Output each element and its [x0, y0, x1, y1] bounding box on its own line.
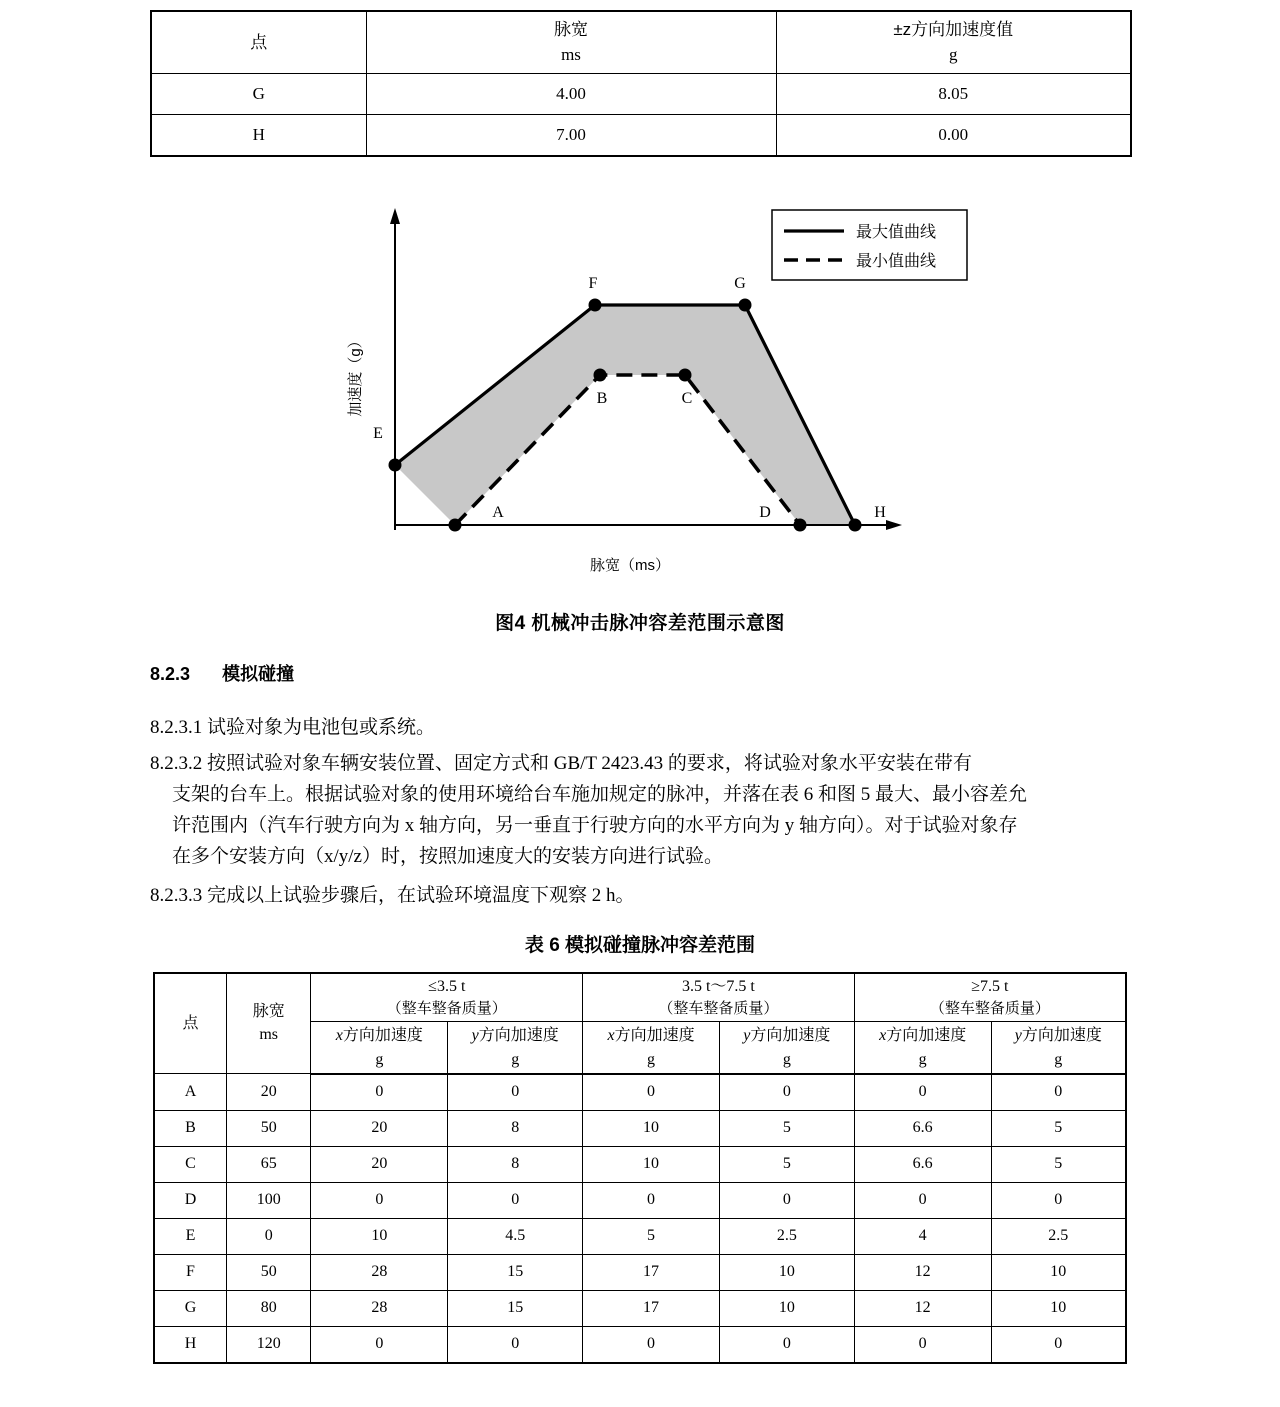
cell-value: 15 [448, 1290, 583, 1326]
shock-pulse-tolerance-figure [150, 190, 1130, 590]
cell-value: 0 [854, 1326, 991, 1363]
cell-value: 10 [991, 1254, 1126, 1290]
point-dot-F [589, 299, 602, 312]
cell-value: 10 [991, 1290, 1126, 1326]
section-heading-8-2-3 [150, 660, 294, 686]
figure-svg [150, 190, 1130, 590]
point-label-A: A [492, 504, 504, 521]
cell-value: 0 [311, 1074, 448, 1111]
cell-value: 0 [583, 1074, 720, 1111]
table-row [151, 114, 1131, 156]
cell-pulse: 80 [226, 1290, 311, 1326]
simulated-collision-pulse-table [153, 972, 1127, 1364]
cell-value: 5 [719, 1146, 854, 1182]
cell-value: 0 [448, 1074, 583, 1111]
cell-accel: 8.05 [776, 73, 1131, 114]
cell-value: 15 [448, 1254, 583, 1290]
cell-pulse: 100 [226, 1182, 311, 1218]
point-label-E: E [373, 425, 383, 442]
section-title: 模拟碰撞 [222, 664, 295, 684]
cell-point: H [151, 114, 366, 156]
cell-value: 20 [311, 1146, 448, 1182]
cell-value: 0 [854, 1074, 991, 1111]
x-axis-title: 脉宽（ms） [590, 557, 670, 574]
cell-value: 6.6 [854, 1146, 991, 1182]
y-axis-arrow [390, 208, 400, 224]
cell-value: 5 [583, 1218, 720, 1254]
cell-value: 4.5 [448, 1218, 583, 1254]
point-dot-H [849, 519, 862, 532]
cell-value: 12 [854, 1290, 991, 1326]
cell-value: 0 [991, 1074, 1126, 1111]
table-row [154, 1182, 1126, 1218]
table-row [154, 1110, 1126, 1146]
paragraph-line: 支架的台车上。根据试验对象的使用环境给台车施加规定的脉冲，并落在表 6 和图 5 最大、最小容差允 [172, 784, 1028, 805]
cell-value: 10 [719, 1290, 854, 1326]
table6-caption: 表 6 模拟碰撞脉冲容差范围 [524, 935, 756, 956]
point-dot-A [449, 519, 462, 532]
point-dot-D [794, 519, 807, 532]
subheader-y-accel-1: y方向加速度 g [448, 1022, 583, 1074]
cell-value: 8 [448, 1110, 583, 1146]
cell-point: B [154, 1110, 226, 1146]
cell-point: E [154, 1218, 226, 1254]
cell-value: 0 [991, 1182, 1126, 1218]
point-label-H: H [874, 504, 886, 521]
legend-label-max: 最大值曲线 [856, 224, 937, 241]
point-label-G: G [734, 275, 746, 292]
cell-value: 2.5 [719, 1218, 854, 1254]
cell-value: 17 [583, 1290, 720, 1326]
point-label-B: B [596, 390, 608, 407]
subheader-x-accel-2: x方向加速度 g [583, 1022, 720, 1074]
cell-value: 0 [719, 1326, 854, 1363]
cell-value: 0 [583, 1182, 720, 1218]
cell-value: 17 [583, 1254, 720, 1290]
table-row [151, 73, 1131, 114]
cell-value: 2.5 [991, 1218, 1126, 1254]
table-header-row [151, 11, 1131, 73]
paragraph-line: 许范围内（汽车行驶方向为 x 轴方向，另一垂直于行驶方向的水平方向为 y 轴方向）。对于试验对象存 [172, 815, 1018, 836]
header-group-mass-le35: ≤3.5 t （整车整备质量） [311, 973, 583, 1022]
cell-value: 5 [991, 1146, 1126, 1182]
header-cell-z-accel: ±z方向加速度值 g [776, 11, 1131, 73]
header-cell-point: 点 [154, 973, 226, 1074]
cell-pulse: 20 [226, 1074, 311, 1111]
cell-point: A [154, 1074, 226, 1111]
point-dot-B [594, 369, 607, 382]
table-row [154, 1146, 1126, 1182]
cell-value: 0 [854, 1182, 991, 1218]
cell-value: 10 [311, 1218, 448, 1254]
point-dot-G [739, 299, 752, 312]
cell-value: 0 [311, 1326, 448, 1363]
table-row [154, 1218, 1126, 1254]
section-number: 8.2.3 [150, 664, 191, 684]
cell-value: 5 [991, 1110, 1126, 1146]
table-row [154, 1290, 1126, 1326]
table-row [154, 1254, 1126, 1290]
cell-value: 0 [583, 1326, 720, 1363]
cell-value: 5 [719, 1110, 854, 1146]
cell-pulse: 65 [226, 1146, 311, 1182]
cell-value: 0 [448, 1182, 583, 1218]
paragraph-line: 8.2.3.2 按照试验对象车辆安装位置、固定方式和 GB/T 2423.43 的要求，将试验对象水平安装在带有 [150, 753, 972, 774]
legend-label-min: 最小值曲线 [856, 253, 937, 270]
cell-value: 10 [583, 1110, 720, 1146]
cell-pulse: 120 [226, 1326, 311, 1363]
subheader-x-accel-3: x方向加速度 g [854, 1022, 991, 1074]
y-axis-title: 加速度（g） [347, 333, 364, 417]
subheader-x-accel-1: x方向加速度 g [311, 1022, 448, 1074]
cell-point: D [154, 1182, 226, 1218]
cell-value: 28 [311, 1290, 448, 1326]
paragraph-8-2-3-1: 8.2.3.1 试验对象为电池包或系统。 [150, 717, 436, 738]
cell-value: 0 [719, 1074, 854, 1111]
cell-pulse: 50 [226, 1254, 311, 1290]
subheader-y-accel-3: y方向加速度 g [991, 1022, 1126, 1074]
cell-accel: 0.00 [776, 114, 1131, 156]
paragraph-8-2-3-3: 8.2.3.3 完成以上试验步骤后，在试验环境温度下观察 2 h。 [150, 885, 635, 906]
header-cell-pulse-width: 脉宽 ms [366, 11, 776, 73]
header-cell-pulse-width: 脉宽 ms [226, 973, 311, 1074]
header-group-mass-ge75: ≥7.5 t （整车整备质量） [854, 973, 1126, 1022]
paragraph-8-2-3-2 [150, 748, 1162, 872]
table-row [154, 1074, 1126, 1111]
cell-pulse: 0 [226, 1218, 311, 1254]
cell-value: 0 [719, 1182, 854, 1218]
cell-point: G [154, 1290, 226, 1326]
cell-value: 0 [991, 1326, 1126, 1363]
cell-value: 4 [854, 1218, 991, 1254]
point-label-D: D [759, 504, 771, 521]
tolerance-band-fill [395, 305, 855, 525]
x-axis-arrow [886, 520, 902, 530]
cell-value: 12 [854, 1254, 991, 1290]
figure-caption: 图4 机械冲击脉冲容差范围示意图 [495, 613, 785, 634]
paragraph-line: 在多个安装方向（x/y/z）时，按照加速度大的安装方向进行试验。 [172, 846, 723, 867]
point-label-F: F [588, 275, 598, 292]
cell-value: 10 [583, 1146, 720, 1182]
cell-value: 6.6 [854, 1110, 991, 1146]
cell-value: 10 [719, 1254, 854, 1290]
table6-header-row-1 [154, 973, 1126, 1022]
cell-value: 8 [448, 1146, 583, 1182]
subheader-y-accel-2: y方向加速度 g [719, 1022, 854, 1074]
cell-value: 28 [311, 1254, 448, 1290]
cell-point: F [154, 1254, 226, 1290]
cell-point: G [151, 73, 366, 114]
point-dot-E [389, 459, 402, 472]
point-dot-C [679, 369, 692, 382]
cell-pulse: 7.00 [366, 114, 776, 156]
pulse-tolerance-table-continued [150, 10, 1132, 157]
cell-value: 0 [448, 1326, 583, 1363]
cell-point: H [154, 1326, 226, 1363]
cell-pulse: 4.00 [366, 73, 776, 114]
table-row [154, 1326, 1126, 1363]
cell-pulse: 50 [226, 1110, 311, 1146]
cell-value: 0 [311, 1182, 448, 1218]
point-label-C: C [681, 390, 693, 407]
cell-point: C [154, 1146, 226, 1182]
cell-value: 20 [311, 1110, 448, 1146]
header-group-mass-35to75: 3.5 t～7.5 t （整车整备质量） [583, 973, 855, 1022]
header-cell-point: 点 [151, 11, 366, 73]
